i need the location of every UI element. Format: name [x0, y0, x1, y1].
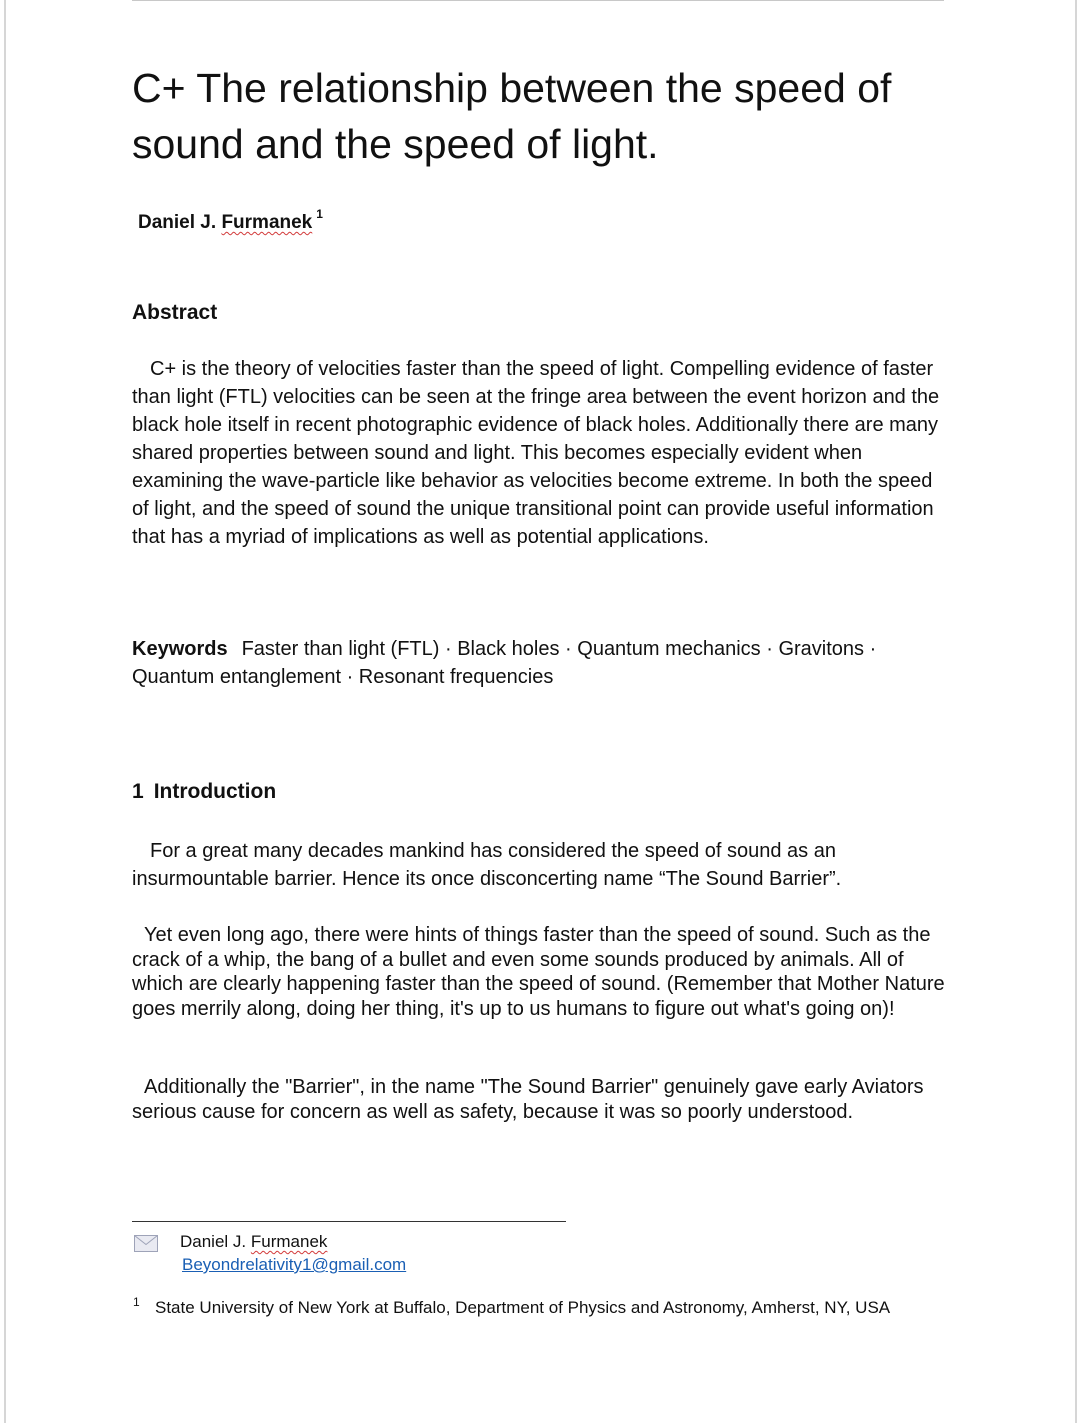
footnote-affiliation: State University of New York at Buffalo, Department of Physics and Astronomy, Amherst, NY, USA — [155, 1298, 891, 1317]
paper-title: C+ The relationship between the speed of sound and the speed of light. — [132, 65, 892, 167]
intro-paragraph-3-text: Additionally the "Barrier", in the name "The Sound Barrier" genuinely gave early Aviators serious cause for concern as well as safety, because it was so poorly understood. — [132, 1076, 924, 1123]
footnote-author — [180, 1230, 327, 1254]
section-number: 1 — [132, 780, 144, 803]
abstract-heading: Abstract — [132, 301, 218, 324]
abstract-paragraph — [132, 355, 952, 551]
intro-paragraph-2 — [132, 923, 952, 1021]
page-right-border — [1075, 0, 1077, 1423]
author-first-names: Daniel J. — [138, 212, 217, 233]
author-affiliation-mark: 1 — [316, 207, 323, 221]
mail-icon — [134, 1235, 158, 1252]
keywords-line — [132, 635, 952, 691]
page-left-border — [4, 0, 6, 1423]
header-rule — [132, 0, 944, 1]
author-email-link[interactable]: Beyondrelativity1@gmail.com — [182, 1255, 407, 1274]
footnote-author-surname: Furmanek — [250, 1232, 328, 1251]
footnote-mark: 1 — [133, 1295, 140, 1309]
author-line — [138, 200, 323, 237]
section-title: Introduction — [153, 780, 277, 803]
intro-paragraph-1-text: For a great many decades mankind has considered the speed of sound as an insurmountable barrier. Hence its once disconcerting name “The Sound Barrier”. — [132, 840, 842, 890]
keywords-label: Keywords — [132, 638, 228, 660]
introduction-heading — [132, 777, 276, 807]
author-surname: Furmanek — [221, 212, 313, 233]
keywords-text: Faster than light (FTL) · Black holes · Quantum mechanics · Gravitons · Quantum entanglement · Resonant frequencies — [132, 638, 877, 688]
intro-paragraph-3 — [132, 1075, 952, 1124]
footnote-author-first: Daniel J. — [180, 1232, 247, 1251]
intro-paragraph-1 — [132, 837, 952, 893]
abstract-text: C+ is the theory of velocities faster than the speed of light. Compelling evidence of faster than light (FTL) velocities can be seen at the fringe area between the event horizon and the black hole itself in recent photographic evidence of black holes. Additionally there are many shared properties between sound and light. This becomes especially evident when examining the wave-particle like behavior as velocities become extreme. In both the speed of light, and the speed of sound the unique transitional point can provide useful information that has a myriad of implications as well as potential applications. — [132, 358, 940, 548]
footnote-rule — [132, 1221, 566, 1222]
intro-paragraph-2-text: Yet even long ago, there were hints of things faster than the speed of sound. Such as the crack of a whip, the bang of a bullet and even some sounds produced by animals. All of which are clearly happening faster than the speed of sound. (Remember that Mother Nature goes merrily along, doing her thing, it's up to us humans to figure out what's going on)! — [132, 924, 945, 1020]
